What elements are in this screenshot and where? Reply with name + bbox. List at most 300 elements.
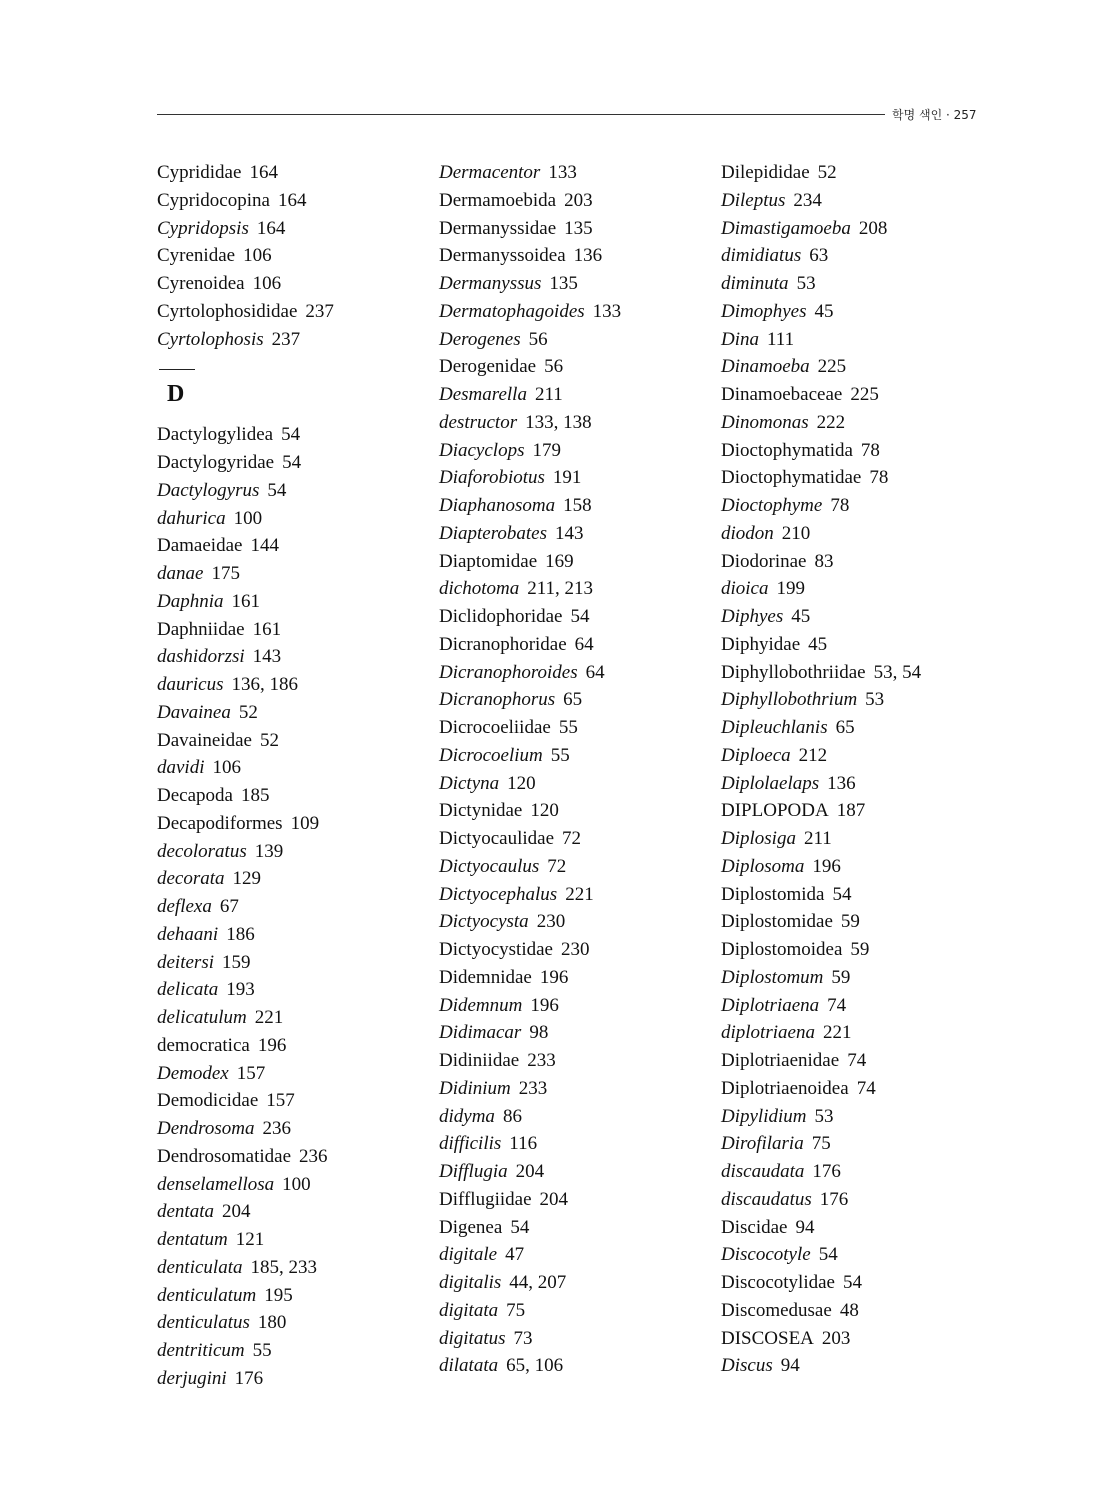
index-entry <box>157 1282 437 1310</box>
index-entry <box>157 838 437 866</box>
index-pages: 53, 54 <box>873 661 922 683</box>
index-pages: 133 <box>592 300 622 322</box>
index-term: Dimophyes <box>721 300 807 322</box>
index-entry <box>721 714 1001 742</box>
index-pages: 86 <box>502 1105 522 1127</box>
index-entry <box>721 1075 1001 1103</box>
index-pages: 116 <box>509 1133 538 1155</box>
index-term: Dictyna <box>439 772 500 794</box>
index-entry <box>157 893 437 921</box>
index-entry <box>721 520 1001 548</box>
index-term: Diplosoma <box>721 855 805 877</box>
index-term: Diplosiga <box>721 828 796 849</box>
index-pages: 233 <box>518 1077 548 1099</box>
index-pages: 208 <box>858 217 888 239</box>
index-term: Dictyocysta <box>439 911 529 933</box>
index-entry <box>721 1241 1001 1269</box>
index-entry <box>439 964 719 992</box>
index-pages: 204 <box>539 1188 569 1210</box>
index-term: Diphyllobothriidae <box>721 661 866 683</box>
index-term: Discocotyle <box>721 1244 811 1266</box>
index-pages: 44, 207 <box>509 1272 567 1293</box>
index-entry <box>721 548 1001 576</box>
index-pages: 83 <box>814 550 834 572</box>
index-term: Dictyocaulidae <box>439 828 555 849</box>
index-term: Dipleuchlanis <box>721 717 828 738</box>
index-term: Demodicidae <box>157 1090 259 1112</box>
index-pages: 54 <box>842 1272 862 1293</box>
index-entry <box>157 865 437 893</box>
index-pages: 135 <box>564 217 593 239</box>
index-term: Diplostomum <box>721 966 824 988</box>
index-entry <box>439 1047 719 1075</box>
index-term: Diplostomidae <box>721 911 833 933</box>
index-entry <box>721 631 1001 659</box>
index-pages: 74 <box>847 1050 867 1071</box>
index-term: dentata <box>157 1201 214 1223</box>
index-entry <box>157 616 437 644</box>
index-term: denselamellosa <box>157 1173 275 1195</box>
index-entry <box>157 477 437 505</box>
index-pages: 54 <box>282 452 302 473</box>
index-entry <box>721 1214 1001 1242</box>
index-term: dimidiatus <box>721 245 802 267</box>
index-term: Dermacentor <box>439 162 541 183</box>
index-entry <box>721 464 1001 492</box>
index-term: Dictyocaulus <box>439 855 540 877</box>
index-entry <box>721 742 1001 770</box>
index-term: Didimacar <box>439 1022 522 1044</box>
index-term: Diaforobiotus <box>439 467 545 489</box>
index-pages: 187 <box>836 800 866 822</box>
index-pages: 120 <box>530 800 559 822</box>
index-pages: 52 <box>259 729 279 751</box>
index-term: DIPLOPODA <box>721 800 829 822</box>
index-term: Dicrocoeliidae <box>439 717 551 738</box>
index-term: diplotriaena <box>721 1022 815 1044</box>
index-term: Diplotriaenidae <box>721 1050 840 1071</box>
index-term: Dermatophagoides <box>439 300 585 322</box>
index-term: Cyrenoidea <box>157 273 245 294</box>
index-pages: 72 <box>562 828 582 849</box>
index-term: digitalis <box>439 1272 502 1293</box>
index-entry <box>721 437 1001 465</box>
index-term: didyma <box>439 1105 495 1127</box>
index-term: discaudata <box>721 1161 805 1182</box>
index-entry <box>157 1032 437 1060</box>
index-pages: 45 <box>791 606 811 627</box>
index-entry <box>439 326 719 354</box>
index-pages: 185 <box>240 785 270 806</box>
index-pages: 72 <box>547 855 567 877</box>
index-term: Cypridopsis <box>157 217 249 239</box>
index-term: dahurica <box>157 507 226 529</box>
index-pages: 157 <box>236 1062 266 1084</box>
index-pages: 54 <box>570 606 590 627</box>
index-entry <box>721 215 1001 243</box>
index-entry <box>157 449 437 477</box>
running-head: 학명 색인 · 257 <box>892 108 977 122</box>
index-term: Diploeca <box>721 744 791 766</box>
index-pages: 176 <box>812 1161 841 1182</box>
index-term: discaudatus <box>721 1188 812 1210</box>
index-pages: 45 <box>808 633 828 655</box>
index-entry <box>721 686 1001 714</box>
index-term: Dileptus <box>721 189 786 211</box>
index-entry <box>721 298 1001 326</box>
index-pages: 211 <box>534 384 563 405</box>
index-entry <box>157 215 437 243</box>
index-pages: 195 <box>264 1284 293 1306</box>
index-pages: 136, 186 <box>231 674 298 695</box>
index-entry <box>157 1087 437 1115</box>
index-pages: 176 <box>819 1188 849 1210</box>
index-term: Diaphanosoma <box>439 495 556 516</box>
index-pages: 63 <box>809 245 829 267</box>
index-term: Dermanyssoidea <box>439 245 566 267</box>
index-pages: 175 <box>211 563 240 584</box>
index-term: Didiniidae <box>439 1050 520 1071</box>
index-term: Dinamoebaceae <box>721 384 843 405</box>
index-entry <box>157 588 437 616</box>
index-pages: 59 <box>850 939 870 960</box>
index-entry <box>439 575 719 603</box>
index-pages: 222 <box>816 411 846 433</box>
index-entry <box>157 643 437 671</box>
index-pages: 59 <box>831 966 851 988</box>
index-entry <box>721 1047 1001 1075</box>
index-entry <box>439 714 719 742</box>
index-entry <box>157 560 437 588</box>
index-pages: 54 <box>267 479 287 501</box>
index-entry <box>157 810 437 838</box>
index-entry <box>439 881 719 909</box>
index-term: dehaani <box>157 923 219 945</box>
index-pages: 133 <box>548 162 577 183</box>
index-pages: 144 <box>250 535 279 557</box>
index-entry <box>439 1214 719 1242</box>
index-term: Digenea <box>439 1216 503 1238</box>
index-pages: 210 <box>781 522 811 544</box>
index-pages: 133, 138 <box>525 411 592 433</box>
index-pages: 176 <box>234 1367 264 1389</box>
index-entry <box>157 1143 437 1171</box>
index-term: Dinamoeba <box>721 356 810 378</box>
index-entry <box>721 1103 1001 1131</box>
index-term: danae <box>157 563 204 584</box>
index-entry <box>721 1269 1001 1297</box>
index-term: deflexa <box>157 896 212 917</box>
index-entry <box>721 409 1001 437</box>
index-term: Didinium <box>439 1077 511 1099</box>
index-entry <box>157 699 437 727</box>
index-pages: 55 <box>550 744 570 766</box>
index-entry <box>439 215 719 243</box>
index-entry <box>439 1075 719 1103</box>
index-entry <box>157 159 437 187</box>
index-entry <box>721 381 1001 409</box>
index-pages: 186 <box>226 923 255 945</box>
index-term: DISCOSEA <box>721 1327 814 1349</box>
index-term: Dermamoebida <box>439 189 557 211</box>
index-pages: 54 <box>281 424 301 446</box>
index-entry <box>439 1103 719 1131</box>
index-entry <box>721 825 1001 853</box>
index-pages: 164 <box>249 162 278 183</box>
index-term: Diplotriaenoidea <box>721 1077 849 1099</box>
index-entry <box>157 1254 437 1282</box>
index-term: Dactylogyridae <box>157 452 275 473</box>
index-term: Cyrtolophosididae <box>157 300 298 322</box>
index-term: Cyrenidae <box>157 245 236 267</box>
index-term: dashidorzsi <box>157 646 245 668</box>
index-term: dioica <box>721 578 769 600</box>
index-entry <box>439 631 719 659</box>
index-pages: 120 <box>507 772 536 794</box>
index-term: derjugini <box>157 1367 227 1389</box>
index-pages: 196 <box>257 1034 287 1056</box>
index-term: delicata <box>157 979 219 1001</box>
index-entry <box>439 936 719 964</box>
index-term: Discidae <box>721 1216 788 1238</box>
index-pages: 121 <box>235 1229 265 1250</box>
index-entry <box>157 1115 437 1143</box>
index-entry <box>157 976 437 1004</box>
index-pages: 64 <box>574 633 594 655</box>
index-pages: 75 <box>506 1299 526 1321</box>
index-pages: 185, 233 <box>250 1256 317 1278</box>
index-entry <box>439 437 719 465</box>
index-term: Dictyocephalus <box>439 883 558 905</box>
index-entry <box>439 242 719 270</box>
index-entry <box>721 1325 1001 1353</box>
index-entry <box>439 853 719 881</box>
index-term: Dermanyssus <box>439 273 542 294</box>
index-entry <box>157 1060 437 1088</box>
index-pages: 230 <box>536 911 566 933</box>
index-term: diminuta <box>721 273 789 294</box>
index-pages: 221 <box>822 1022 852 1044</box>
index-pages: 164 <box>256 217 286 239</box>
index-entry <box>439 548 719 576</box>
index-pages: 78 <box>869 467 889 489</box>
index-term: dilatata <box>439 1355 499 1377</box>
index-entry <box>439 353 719 381</box>
index-term: Dicranophoroides <box>439 661 578 683</box>
index-pages: 74 <box>856 1077 876 1099</box>
index-term: Difflugiidae <box>439 1188 532 1210</box>
index-term: Dendrosomatidae <box>157 1145 292 1167</box>
index-entry <box>439 1019 719 1047</box>
index-term: Dioctophyme <box>721 495 823 516</box>
index-entry <box>721 242 1001 270</box>
index-entry <box>439 1297 719 1325</box>
index-entry <box>721 1130 1001 1158</box>
index-entry <box>439 742 719 770</box>
index-pages: 179 <box>532 439 561 461</box>
index-entry <box>157 921 437 949</box>
index-entry <box>721 1019 1001 1047</box>
index-pages: 109 <box>290 812 320 834</box>
index-pages: 180 <box>257 1312 287 1334</box>
index-pages: 237 <box>271 328 301 350</box>
index-pages: 94 <box>780 1355 800 1377</box>
index-pages: 158 <box>563 495 592 516</box>
index-pages: 204 <box>222 1201 251 1223</box>
index-pages: 203 <box>564 189 593 211</box>
index-pages: 64 <box>585 661 605 683</box>
index-term: Dina <box>721 328 759 350</box>
index-term: democratica <box>157 1034 250 1056</box>
index-pages: 59 <box>840 911 860 933</box>
index-entry <box>439 270 719 298</box>
index-pages: 45 <box>814 300 834 322</box>
index-term: Dimastigamoeba <box>721 217 851 239</box>
index-entry <box>157 421 437 449</box>
index-term: dauricus <box>157 674 224 695</box>
index-entry <box>439 187 719 215</box>
index-term: decorata <box>157 868 225 890</box>
index-entry <box>157 1198 437 1226</box>
index-term: Dictynidae <box>439 800 523 822</box>
index-entry <box>721 353 1001 381</box>
index-entry <box>439 464 719 492</box>
index-term: Difflugia <box>439 1161 508 1182</box>
index-pages: 237 <box>305 300 334 322</box>
index-pages: 100 <box>233 507 263 529</box>
index-term: davidi <box>157 757 205 779</box>
index-term: Damaeidae <box>157 535 243 557</box>
index-term: Desmarella <box>439 384 527 405</box>
index-entry <box>721 797 1001 825</box>
index-pages: 225 <box>817 356 847 378</box>
index-term: Dendrosoma <box>157 1118 255 1139</box>
index-pages: 161 <box>231 590 260 612</box>
index-entry <box>157 1004 437 1032</box>
index-term: Dactylogylidea <box>157 424 274 446</box>
index-entry <box>721 187 1001 215</box>
index-term: Cypridocopina <box>157 189 270 211</box>
index-term: difficilis <box>439 1133 502 1155</box>
index-entry <box>439 770 719 798</box>
index-entry <box>439 686 719 714</box>
index-term: dentriticum <box>157 1340 245 1361</box>
index-entry <box>439 1269 719 1297</box>
index-pages: 53 <box>814 1105 834 1127</box>
index-entry <box>157 326 437 354</box>
index-term: Dicrocoelium <box>439 744 543 766</box>
index-entry <box>721 881 1001 909</box>
index-term: Diodorinae <box>721 550 807 572</box>
index-term: Decapoda <box>157 785 233 806</box>
index-term: deitersi <box>157 951 214 973</box>
index-pages: 52 <box>238 701 258 723</box>
index-term: Dermanyssidae <box>439 217 557 239</box>
index-term: diodon <box>721 522 774 544</box>
index-pages: 106 <box>212 757 241 779</box>
index-term: Diaptomidae <box>439 550 538 572</box>
index-entry <box>157 1337 437 1365</box>
index-entry <box>157 1365 437 1393</box>
index-pages: 52 <box>817 162 837 183</box>
index-pages: 159 <box>222 951 251 973</box>
index-term: Diplostomida <box>721 883 825 905</box>
index-pages: 100 <box>282 1173 311 1195</box>
index-term: digitale <box>439 1244 498 1266</box>
index-pages: 236 <box>299 1145 328 1167</box>
index-pages: 65 <box>835 717 855 738</box>
index-term: Didemnum <box>439 994 523 1016</box>
index-pages: 53 <box>865 689 885 711</box>
index-entry <box>157 187 437 215</box>
index-term: Dinomonas <box>721 411 809 433</box>
index-term: Diplostomoidea <box>721 939 843 960</box>
index-pages: 65, 106 <box>506 1355 564 1377</box>
index-entry <box>721 1158 1001 1186</box>
index-entry <box>157 1226 437 1254</box>
index-pages: 78 <box>860 439 880 461</box>
index-term: Diphyllobothrium <box>721 689 858 711</box>
index-entry <box>439 409 719 437</box>
index-term: Diapterobates <box>439 522 548 544</box>
index-entry <box>439 159 719 187</box>
index-pages: 191 <box>552 467 582 489</box>
index-term: Diplotriaena <box>721 994 820 1016</box>
index-entry <box>721 936 1001 964</box>
index-entry <box>721 326 1001 354</box>
column-1-c-entries <box>157 159 437 353</box>
index-pages: 211, 213 <box>527 578 594 600</box>
index-pages: 65 <box>563 689 583 711</box>
index-pages: 94 <box>795 1216 815 1238</box>
index-pages: 212 <box>798 744 828 766</box>
index-entry <box>721 1352 1001 1380</box>
index-term: digitatus <box>439 1327 506 1349</box>
index-entry <box>721 1297 1001 1325</box>
index-pages: 221 <box>565 883 594 905</box>
index-pages: 199 <box>776 578 805 600</box>
index-term: decoloratus <box>157 840 247 862</box>
index-entry <box>721 1186 1001 1214</box>
index-column-1 <box>157 159 437 1393</box>
index-term: Derogenes <box>439 328 521 350</box>
section-letter: D <box>167 381 185 408</box>
index-term: Discocotylidae <box>721 1272 835 1293</box>
index-entry <box>157 727 437 755</box>
index-entry <box>721 853 1001 881</box>
index-pages: 56 <box>528 328 548 350</box>
index-pages: 74 <box>827 994 847 1016</box>
index-pages: 233 <box>527 1050 556 1071</box>
index-entry <box>439 603 719 631</box>
index-term: Dipylidium <box>721 1105 807 1127</box>
index-pages: 111 <box>767 328 795 350</box>
index-pages: 169 <box>545 550 574 572</box>
index-pages: 54 <box>832 883 852 905</box>
index-term: Diphyidae <box>721 633 801 655</box>
index-term: dentatum <box>157 1229 228 1250</box>
index-pages: 236 <box>262 1118 291 1139</box>
index-entry <box>439 1352 719 1380</box>
index-term: Dioctophymatidae <box>721 467 862 489</box>
index-pages: 139 <box>254 840 284 862</box>
index-entry <box>721 159 1001 187</box>
index-term: Dioctophymatida <box>721 439 853 461</box>
index-entry <box>721 575 1001 603</box>
column-1-d-entries <box>157 421 437 1392</box>
index-pages: 157 <box>266 1090 295 1112</box>
index-term: Daphniidae <box>157 618 245 640</box>
